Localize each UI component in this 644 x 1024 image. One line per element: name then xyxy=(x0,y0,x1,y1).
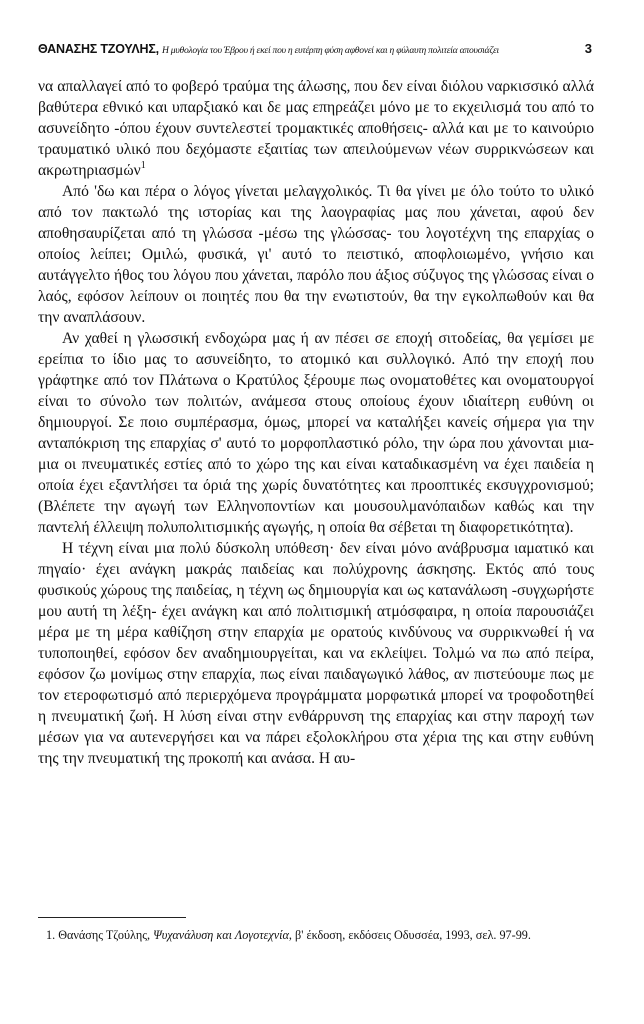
paragraph-1 xyxy=(38,76,594,181)
header-title: Η μυθολογία του Έβρου ή εκεί που η ευτέρπη φύση αφθονεί και η φύλαυτη πολιτεία απουσιάζει xyxy=(161,45,499,56)
body-text xyxy=(38,76,594,769)
footnote-book-title: Ψυχανάλυση και Λογοτεχνία xyxy=(153,928,289,942)
footnote xyxy=(38,926,598,944)
footnote-details: , β' έκδοση, εκδόσεις Οδυσσέα, 1993, σελ. 97-99. xyxy=(288,928,531,942)
paragraph-3: Αν χαθεί η γλωσσική ενδοχώρα μας ή αν πέσει σε εποχή σιτοδείας, θα γεμίσει με ερείπια το ίδιο μας το ασυνείδητο, το ατομικό και συλλογικό. Από την εποχή που γράφτηκε από τον Πλάτωνα ο Κρατύλος ξέρουμε πως ονοματοθέτες και ονοματουργοί είναι το σύνολο των πολιτών, ανάμεσα στους οποίους έχουν ιδιαίτερη ευθύνη οι δημιουργοί. Σε ποιο συμπέρασμα, όμως, μπορεί να καταλήξει κανείς σήμερα για την ανταπόκριση της επαρχίας σ' αυτό το μορφοπλαστικό ρόλο, την ώρα που χάνονται μια-μια οι πνευματικές εστίες από το χώρο της και είναι καταδικασμένη να έχει παιδεία η οποία έχει εξαντλήσει τα όριά της χωρίς δυνατότητες και προοπτικές εκσυγχρονισμού; (Βλέπετε την αγωγή των Ελληνοποντίων και μουσουλμανόπαιδων καθώς και την παντελή έλλειψη πολυπολιτισμικής αγωγής, η οποία θα σέβεται τη διαφορετικότητα). xyxy=(38,330,594,536)
paragraph-2: Από 'δω και πέρα ο λόγος γίνεται μελαγχολικός. Τι θα γίνει με όλο τούτο το υλικό από τον πακτωλό της ιστορίας και της λαογραφίας μας που χάνεται, αφού δεν αποθησαυρίζεται από τη γλώσσα -μέσω της γλώσσας- του λογοτέχνη της επαρχίας ο οποίος λείπει; Ομιλώ, φυσικά, γι' αυτό το πειστικό, αποφλοιωμένο, γνήσιο και αυτάγγελτο ήθος του λόγου που χάνεται, παρόλο που άξιος σύζυγος της γλώσσας είναι ο λαός, εφόσον λείπουν οι ποιητές που θα την ενωτιστούν, θα την εγκολπωθούν και θα την αναπλάσουν. xyxy=(38,183,594,326)
header-author: ΘΑΝΑΣΗΣ ΤΖΟΥΛΗΣ, xyxy=(38,42,159,56)
page-number: 3 xyxy=(584,41,592,56)
running-header xyxy=(38,40,596,58)
footnote-marker: 1 xyxy=(140,159,146,171)
paragraph-4: Η τέχνη είναι μια πολύ δύσκολη υπόθεση· δεν είναι μόνο ανάβρυσμα ιαματικό και πηγαίο· έχει ανάγκη μακράς παιδείας και πολύχρονης άσκησης. Εκτός από τους φυσικούς χώρους της παιδείας, η τέχνη ως δημιουργία και ως κατανάλωση -συγχωρήστε μου αυτή τη λέξη- έχει ανάγκη και από πολιτισμική ατμόσφαιρα, η οποία παρουσιάζει μέρα με τη μέρα καθίζηση στην επαρχία με ορατούς κινδύνους να συρρικνωθεί ή να τυποποιηθεί, εφόσον δεν αναδημιουργείται, και να εκλείψει. Τολμώ να πω από πείρα, εφόσον ζω μονίμως στην επαρχία, πως είναι παιδαγωγικό λάθος, αν πιστεύουμε πως με τον ετεροφωτισμό από περιερχόμενα προγράμματα μορφωτικά μπορεί να τροφοδοτηθεί η πνευματική ζωή. Η λύση είναι στην ενθάρρυνση της επαρχίας και στην παροχή των μέσων για να αυτενεργήσει και να πάρει εξολοκλήρου στα χέρια της και στην ευθύνη της την πνευματική της προκοπή και ανάσα. Η αυ- xyxy=(38,540,594,767)
paragraph-1-text: να απαλλαγεί από το φοβερό τραύμα της άλωσης, που δεν είναι διόλου ναρκισσικό αλλά βαθύτερα εθνικό και υπαρξιακό και δε μας επηρεάζει μόνο με το εκχειλισμά του από το ασυνείδητο -όπου έχουν συντελεστεί τρομακτικές αποθήσεις- αλλά και με το καινούριο τραυματικό υλικό που δεχόμαστε εξαιτίας των απειλούμενων νέων συρρικνώσεων και ακρωτηριασμών xyxy=(38,78,594,179)
footnote-author: Θανάσης Τζούλης, xyxy=(58,928,151,942)
footnote-divider xyxy=(38,917,186,918)
footnote-number: 1. xyxy=(46,928,56,942)
